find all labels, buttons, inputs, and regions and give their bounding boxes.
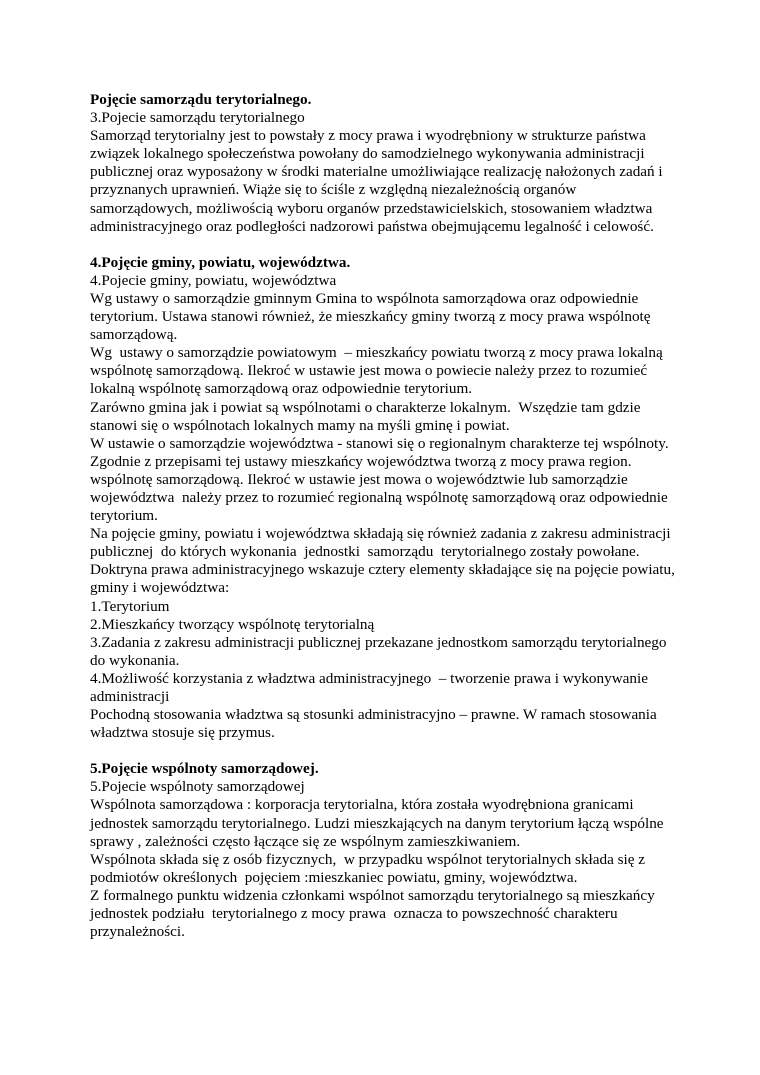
section-heading: 5.Pojęcie wspólnoty samorządowej. — [90, 760, 319, 778]
paragraph: Wg ustawy o samorządzie gminnym Gmina to wspólnota samorządowa oraz odpowiednie terytorium. Ustawa stanowi również, że mieszkańcy gminy tworzą z mocy prawa wspólnotę samorządową. — [90, 289, 655, 344]
section-gmina-powiat-wojewodztwo — [90, 254, 680, 743]
paragraph: Pochodną stosowania władztwa są stosunki administracyjno – prawne. W ramach stosowania władztwa stosuje się przymus. — [90, 706, 661, 742]
section-subheading: 4.Pojecie gminy, powiatu, województwa — [90, 271, 337, 289]
paragraph: Samorząd terytorialny jest to powstały z mocy prawa i wyodrębniony w strukturze państwa związek lokalnego społeczeństwa powołany do samodzielnego wykonywania administracji publicznej oraz wyposażony w środki materialne umożliwiające realizację nałożonych zadań i przyznanych uprawnień. Wiąże się to ściśle z względną niezależnością organów samorządowych, możliwością wyboru organów przedstawicielskich, stosowaniem władztwa administracyjnego oraz podległości nadzorowi państwa obejmującemu legalność i celowość. — [90, 127, 667, 235]
list-item: 1.Terytorium — [90, 597, 170, 615]
paragraph: Na pojęcie gminy, powiatu i województwa składają się również zadania z zakresu administracji publicznej do których wykonania jednostki samorządu terytorialnego zostały powołane. — [90, 525, 675, 561]
section-heading: Pojęcie samorządu terytorialnego. — [90, 91, 312, 108]
section-subheading: 3.Pojecie samorządu terytorialnego — [90, 109, 305, 127]
section-wspolnota — [90, 760, 680, 941]
list-item: 2.Mieszkańcy tworzący wspólnotę terytorialną — [90, 615, 375, 633]
document-page — [90, 91, 680, 959]
paragraph: Zarówno gmina jak i powiat są wspólnotami o charakterze lokalnym. Wszędzie tam gdzie stanowi się o wspólnotach lokalnych mamy na myśli gminę i powiat. — [90, 398, 645, 434]
paragraph: Zgodnie z przepisami tej ustawy mieszkańcy województwa tworzą z mocy prawa region. wspólnotę samorządową. Ilekroć w ustawie jest mowa o województwie lub samorządzie województwa należy przez to rozumieć regionalną wspólnotę samorządową oraz odpowiednie terytorium. — [90, 452, 672, 525]
paragraph: Wspólnota samorządowa : korporacja terytorialna, która została wyodrębniona granicami jednostek samorządu terytorialnego. Ludzi mieszkających na danym terytorium łączą wspólne sprawy , zależności często łączące się ze wspólnym zamieszkiwaniem. — [90, 796, 668, 850]
section-subheading: 5.Pojecie wspólnoty samorządowej — [90, 778, 305, 796]
paragraph: Z formalnego punktu widzenia członkami wspólnot samorządu terytorialnego są mieszkańcy jednostek podziału terytorialnego z mocy prawa oznacza to powszechność charakteru przynależności. — [90, 886, 659, 941]
list-item: 3.Zadania z zakresu administracji publicznej przekazane jednostkom samorządu terytorialnego do wykonania. — [90, 633, 675, 669]
paragraph: Wspólnota składa się z osób fizycznych, w przypadku wspólnot terytorialnych składa się z podmiotów określonych pojęciem :mieszkaniec powiatu, gminy, województwa. — [90, 850, 649, 886]
paragraph: Wg ustawy o samorządzie powiatowym – mieszkańcy powiatu tworzą z mocy prawa lokalną wspólnotę samorządową. Ilekroć w ustawie jest mowa o powiecie należy przez to rozumieć lokalną wspólnotę samorządową oraz odpowiednie terytorium. — [90, 344, 667, 398]
section-heading: 4.Pojęcie gminy, powiatu, województwa. — [90, 253, 351, 271]
paragraph: Doktryna prawa administracyjnego wskazuje cztery elementy składające się na pojęcie powiatu, gminy i województwa: — [90, 561, 679, 597]
section-samorzad — [90, 91, 680, 236]
paragraph: W ustawie o samorządzie województwa - stanowi się o regionalnym charakterze tej wspólnoty. — [90, 434, 669, 452]
list-item: 4.Możliwość korzystania z władztwa administracyjnego – tworzenie prawa i wykonywanie administracji — [90, 669, 652, 705]
